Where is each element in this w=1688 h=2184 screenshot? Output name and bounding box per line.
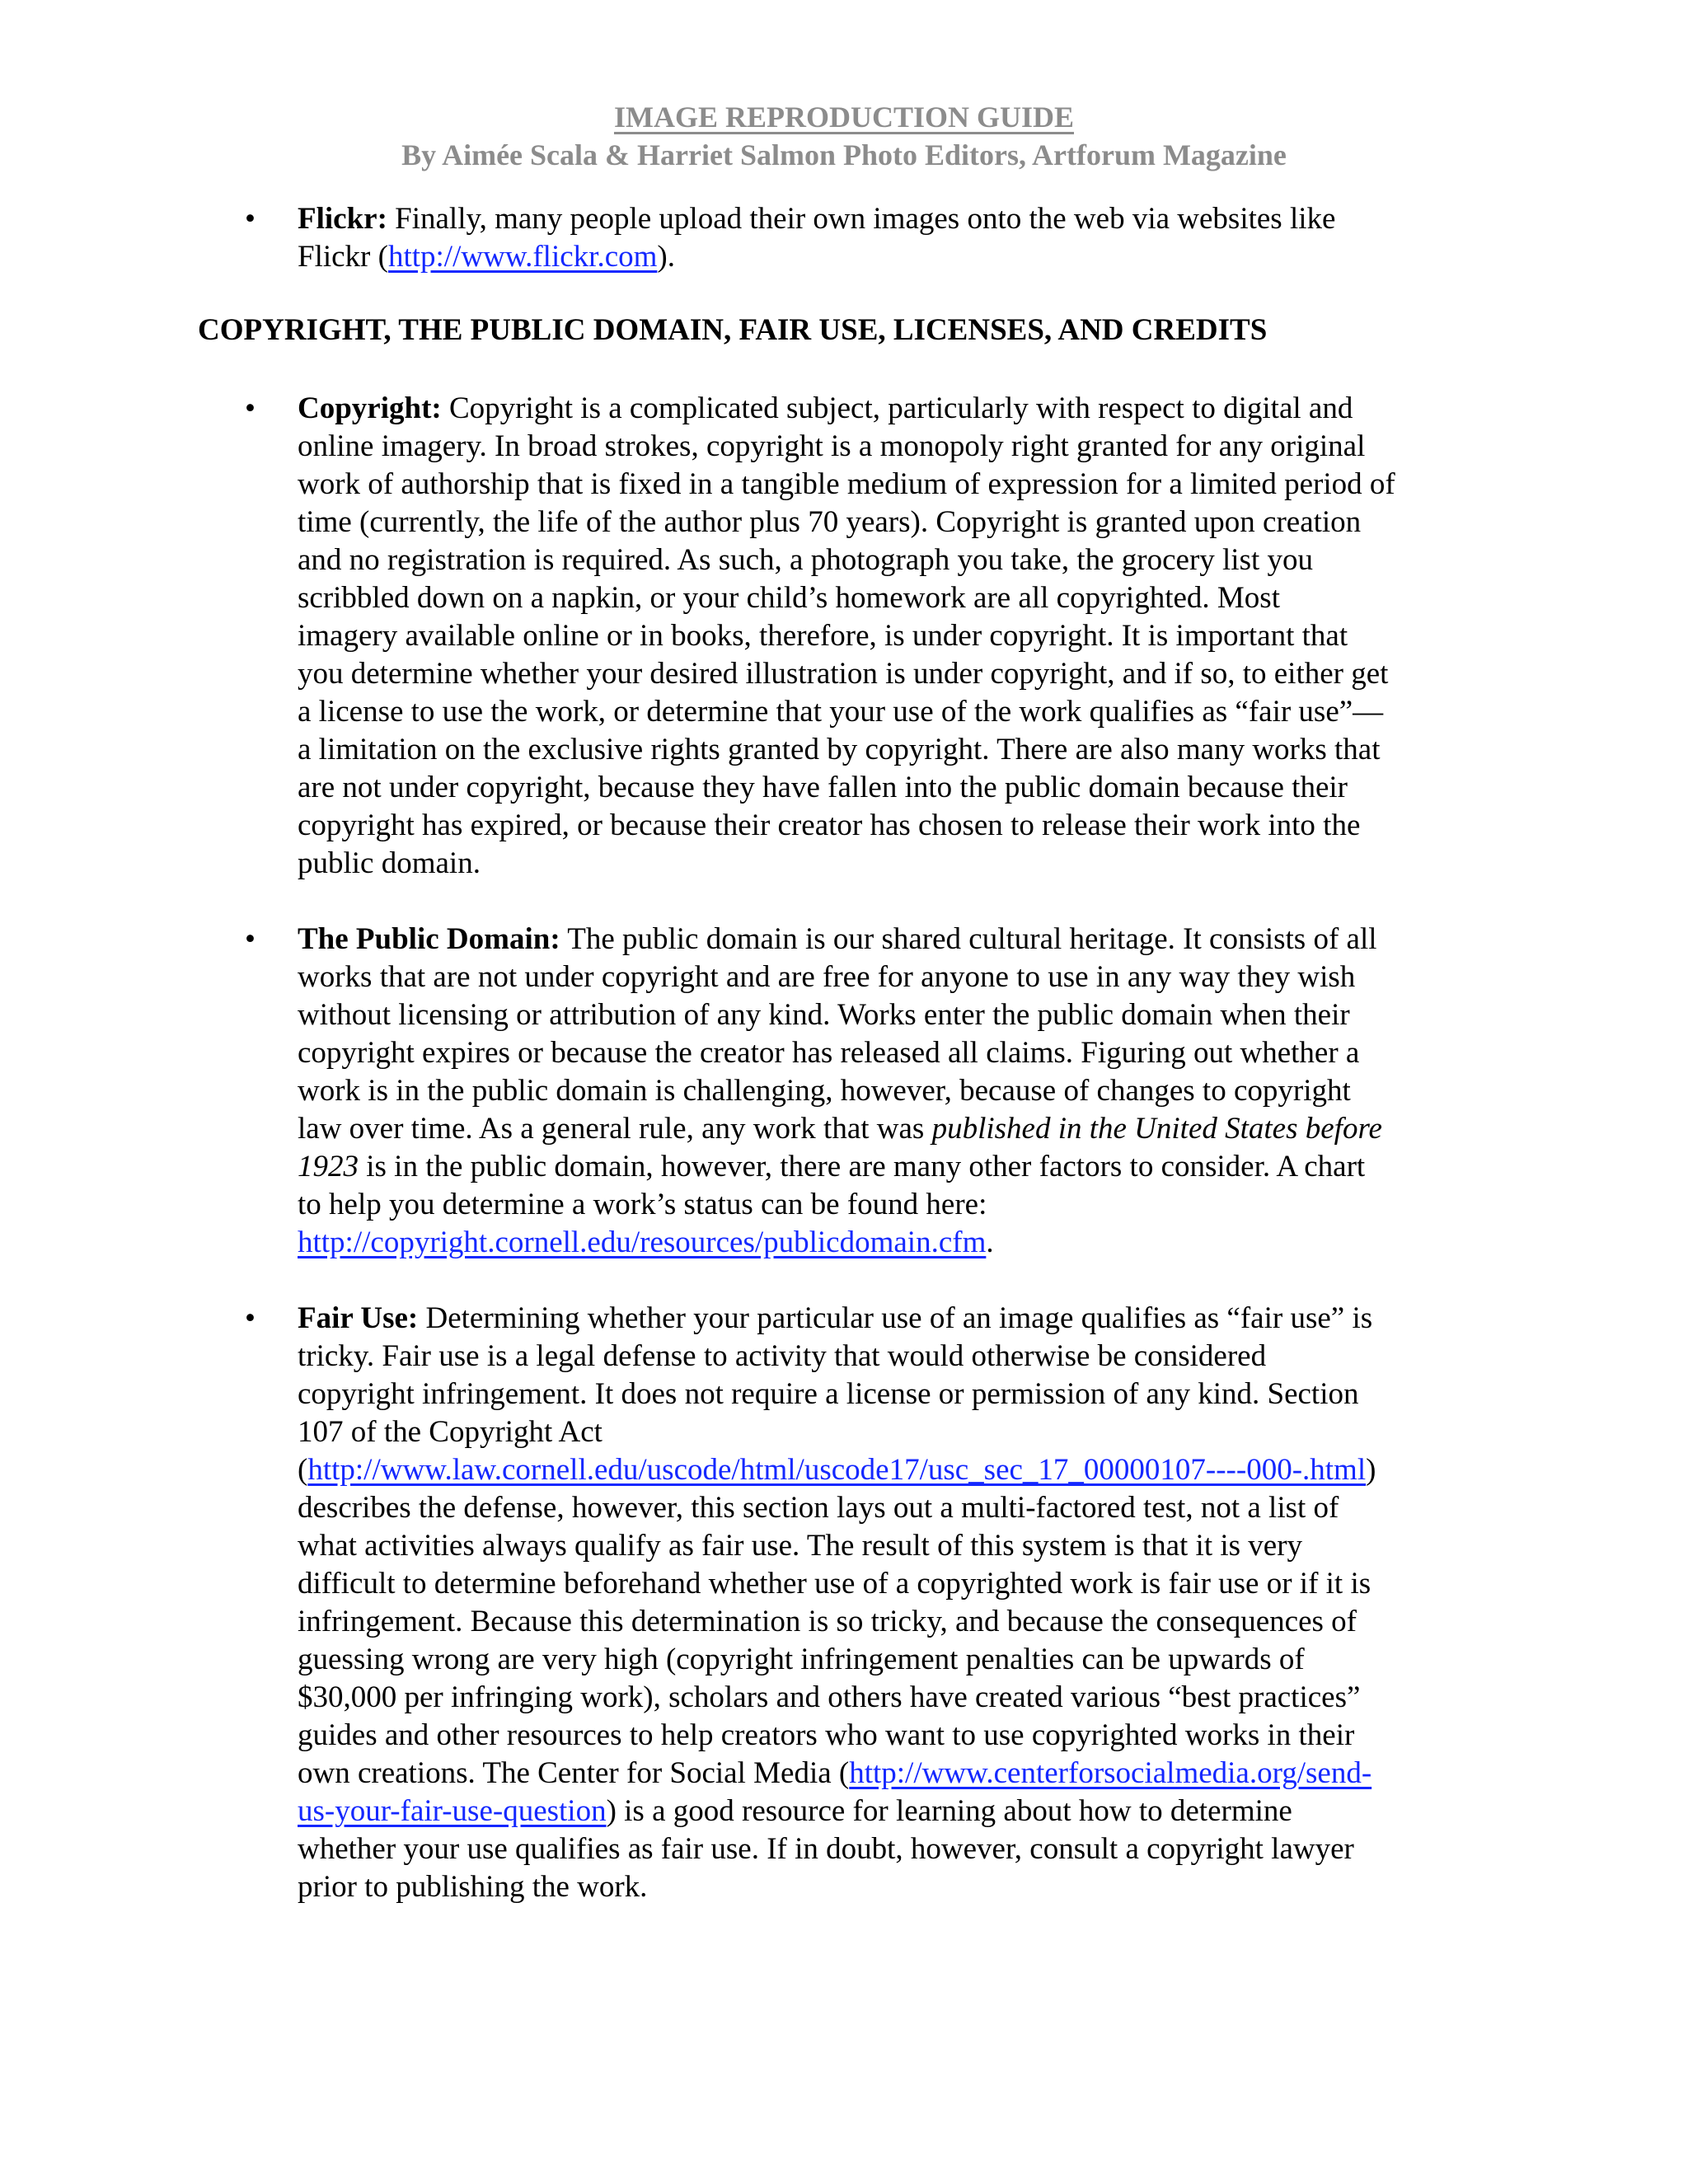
copyright-paragraph: Copyright: Copyright is a complicated subject, particularly with respect to digital and online imagery. In broad strokes, copyright is a monopoly right granted for any original work of authorship that is fixed in a tangible medium of expression for a limited period of time (currently, the life of the author plus 70 years). Copyright is granted upon creation and no registration is required. As such, a photograph you take, the grocery list you scribbled down on a napkin, or your child’s homework are all copyrighted. Most imagery available online or in books, therefore, is under copyright. It is important that you determine whether your desired illustration is under copyright, and if so, to either get a license to use the work, or determine that your use of the work qualifies as “fair use”— a limitation on the exclusive rights granted by copyright. There are also many works that are not under copyright, because they have fallen into the public domain because their copyright has expired, or because their creator has chosen to release their work into the public domain. (298, 391, 1395, 880)
cornell-uscode-link[interactable]: http://www.law.cornell.edu/uscode/html/uscode17/usc_sec_17_00000107----000-.html (307, 1453, 1367, 1487)
fair-use-label: Fair Use: (298, 1301, 419, 1335)
center-for-social-media-link-cont[interactable]: us-your-fair-use-question (298, 1794, 607, 1828)
copyright-label: Copyright: (298, 391, 442, 425)
document-title: IMAGE REPRODUCTION GUIDE (613, 101, 1075, 134)
section-heading: COPYRIGHT, THE PUBLIC DOMAIN, FAIR USE, LICENSES, AND CREDITS (198, 313, 1268, 347)
document-byline: By Aimée Scala & Harriet Salmon Photo Editors, Artforum Magazine (401, 138, 1287, 171)
flickr-link[interactable]: http://www.flickr.com (387, 240, 658, 274)
center-for-social-media-link[interactable]: http://www.centerforsocialmedia.org/send- (849, 1756, 1372, 1790)
public-domain-paragraph: The Public Domain: The public domain is our shared cultural heritage. It consists of all works that are not under copyright and are free for anyone to use in any way they wish without licensing or attribution of any kind. Works enter the public domain when their copyright expires or because the creator has released all claims. Figuring out whether a work is in the public domain is challenging, however, because of changes to copyright law over time. As a general rule, any work that was published in the United States before 1923 is in the public domain, however, there are many other factors to consider. A chart to help you determine a work’s status can be found here: http://copyright.cornell.edu/resources/publicdomain.cfm. (298, 922, 1382, 1259)
public-domain-label: The Public Domain: (298, 922, 560, 956)
flickr-label: Flickr: (298, 202, 387, 236)
fair-use-paragraph: Fair Use: Determining whether your particular use of an image qualifies as “fair use” is tricky. Fair use is a legal defense to activity that would otherwise be considered copyright infringement. It does not require a license or permission of any kind. Section 107 of the Copyright Act (http://www.law.cornell.edu/uscode/html/uscode17/usc_sec_17_00000107----000-.html) describes the defense, however, this section lays out a multi-factored test, not a list of what activities always qualify as fair use. The result of this system is that it is very difficult to determine beforehand whether use of a copyrighted work is fair use or if it is infringement. Because this determination is so tricky, and because the consequences of guessing wrong are very high (copyright infringement penalties can be upwards of $30,000 per infringing work), scholars and others have created various “best practices” guides and other resources to help creators who want to use copyrighted works in their own creations. The Center for Social Media (http://www.centerforsocialmedia.org/send- us-your-fair-use-question) is a good resource for learning about how to determine whether your use qualifies as fair use. If in doubt, however, consult a copyright lawyer prior to publishing the work. (298, 1301, 1376, 1904)
flickr-paragraph: Flickr: Finally, many people upload their own images onto the web via websites like Flickr (http://www.flickr.com). (298, 202, 1336, 274)
bullet-icon: • (245, 391, 256, 425)
cornell-public-domain-link[interactable]: http://copyright.cornell.edu/resources/publicdomain.cfm (298, 1226, 987, 1259)
bullet-icon: • (245, 202, 256, 236)
bullet-icon: • (245, 1301, 256, 1335)
bullet-icon: • (245, 922, 256, 956)
